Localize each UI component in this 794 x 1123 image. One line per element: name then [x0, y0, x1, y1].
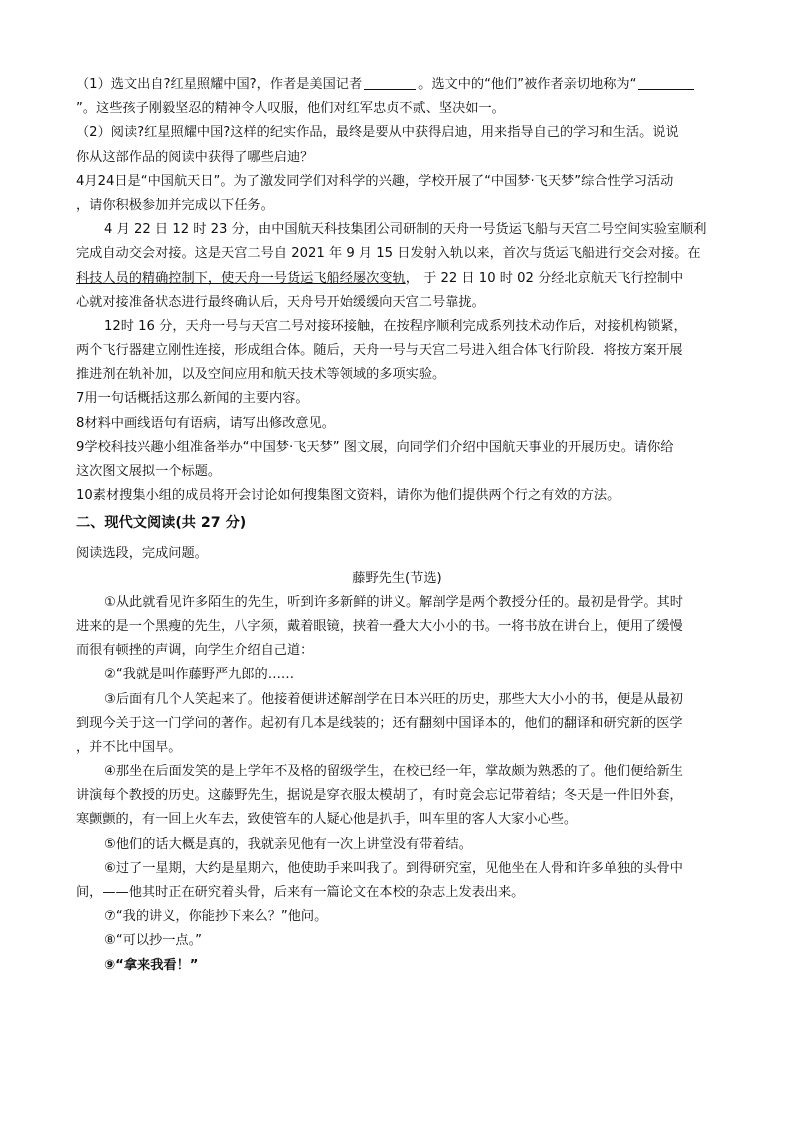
- passage-p4-line-2: 讲演每个教授的历史。这藤野先生，据说是穿衣服太模胡了，有时竟会忘记带着结；冬天是一件旧外套，: [76, 788, 683, 804]
- section-heading-reading: 二、现代文阅读(共 27 分): [76, 515, 247, 532]
- reading-instruction: 阅读选段，完成问题。: [76, 546, 208, 562]
- passage-p2: ②“我就是叫作藤野严九郎的……: [104, 667, 295, 683]
- news-paragraph-2-line-3: 推进剂在轨补加，以及空间应用和航天技术等领域的多项实验。: [76, 367, 446, 383]
- passage-p3-line-2: 到现今关于这一门学问的著作。起初有几本是线装的；还有翻刻中国译本的，他们的翻译和研究新的医学: [76, 715, 683, 731]
- answer-blank-nickname[interactable]: [638, 74, 694, 90]
- news-paragraph-1-line-3: [76, 267, 718, 291]
- passage-p6-line-1: ⑥过了一星期，大约是星期六，他使助手来叫我了。到得研究室，见他坐在人骨和许多单独的头骨中: [104, 860, 683, 876]
- news-paragraph-1-line-2: 完成自动交会对接。这是天宫二号自 2021 年 9 月 15 日发射入轨以来，首次与货运飞船进行交会对接。在: [76, 246, 701, 262]
- question-2-line-1: （2）阅读?红星照耀中国?这样的纪实作品，最终是要从中获得启迪，用来指导自己的学习和生活。说说: [76, 125, 679, 141]
- news-paragraph-2-line-1: 12时 16 分，天舟一号与天宫二号对接环接触，在按程序顺利完成系列技术动作后，对接机构锁紧，: [104, 318, 687, 334]
- passage-p6-line-2: 间，——他其时正在研究着头骨，后来有一篇论文在本校的杂志上发表出来。: [76, 885, 525, 900]
- question-1-line-1: [76, 73, 718, 97]
- question-8: 8材料中画线语句有语病，请写出修改意见。: [76, 415, 335, 431]
- answer-blank-author[interactable]: [364, 74, 416, 90]
- document-page: [76, 73, 718, 978]
- question-10: 10素材搜集小组的成员将开会讨论如何搜集图文资料，请你为他们提供两个行之有效的方法。: [76, 488, 621, 504]
- activity-intro-line-1: 4月24日是“中国航天日”。为了激发同学们对科学的兴趣，学校开展了“中国梦·飞天梦”综合性学习活动: [76, 173, 674, 189]
- q1-text-b: 。选文中的“他们”被作者亲切地称为“: [418, 77, 637, 92]
- news-text: ， 于 22 日 10 时 02 分经北京航天飞行控制中: [405, 270, 684, 286]
- q1-text-a: （1）选文出自?红星照耀中国?，作者是美国记者: [76, 77, 363, 92]
- passage-p4-line-3: 寒颤颤的，有一回上火车去，致使管车的人疑心他是扒手，叫车里的客人大家小心些。: [76, 812, 578, 828]
- passage-p4-line-1: ④那坐在后面发笑的是上学年不及格的留级学生，在校已经一年，掌故颇为熟悉的了。他们便给新生: [104, 764, 683, 780]
- passage-p3-line-3: ，并不比中国早。: [76, 739, 182, 755]
- question-1-line-2: ”。这些孩子刚毅坚忍的精神令人叹服，他们对红军忠贞不贰、坚决如一。: [76, 101, 505, 117]
- passage-p9: ⑨“拿来我看！”: [104, 957, 199, 973]
- news-paragraph-2-line-2: 两个飞行器建立刚性连接，形成组合体。随后，天舟一号与天宫二号进入组合体飞行阶段．将按方案开展: [76, 343, 683, 359]
- passage-p1-line-3: 而很有顿挫的声调，向学生介绍自己道：: [76, 643, 314, 659]
- activity-intro-line-2: ，请你积极参加并完成以下任务。: [76, 197, 274, 213]
- passage-title: 藤野先生(节选): [352, 570, 442, 586]
- passage-p7: ⑦“我的讲义，你能抄下来么？”他问。: [104, 909, 328, 925]
- passage-p5: ⑤他们的话大概是真的，我就亲见他有一次上讲堂没有带着结。: [104, 836, 472, 852]
- underlined-sentence: 科技人员的精确控制下，使天舟一号货运飞船经屡次变轨: [76, 270, 406, 286]
- news-paragraph-1-line-4: 心就对接准备状态进行最终确认后，天舟号开始缓缓向天宫二号靠拢。: [76, 294, 485, 310]
- question-9-line-1: 9学校科技兴趣小组准备举办“中国梦·飞天梦” 图文展，向同学们介绍中国航天事业的开展历史。请你给: [76, 439, 674, 455]
- question-2-line-2: 你从这部作品的阅读中获得了哪些启迪？: [76, 149, 314, 165]
- passage-p8: ⑧“可以抄一点。”: [104, 933, 203, 949]
- passage-p3-line-1: ③后面有几个人笑起来了。他接着便讲述解剖学在日本兴旺的历史，那些大大小小的书，便是从最初: [104, 691, 683, 707]
- question-9-line-2: 这次图文展拟一个标题。: [76, 464, 222, 479]
- news-paragraph-1-line-1: 4 月 22 日 12 时 23 分，由中国航天科技集团公司研制的天舟一号货运飞船与天宫二号空间实验室顺利: [104, 222, 707, 238]
- question-7: 7用一句话概括这那么新闻的主要内容。: [76, 391, 309, 407]
- passage-p1-line-1: ①从此就看见许多陌生的先生，听到许多新鲜的讲义。解剖学是两个教授分任的。最初是骨学。其时: [104, 594, 683, 610]
- passage-p1-line-2: 进来的是一个黑瘦的先生，八字须，戴着眼镜，挟着一叠大大小小的书。一将书放在讲台上，便用了缓慢: [76, 618, 683, 634]
